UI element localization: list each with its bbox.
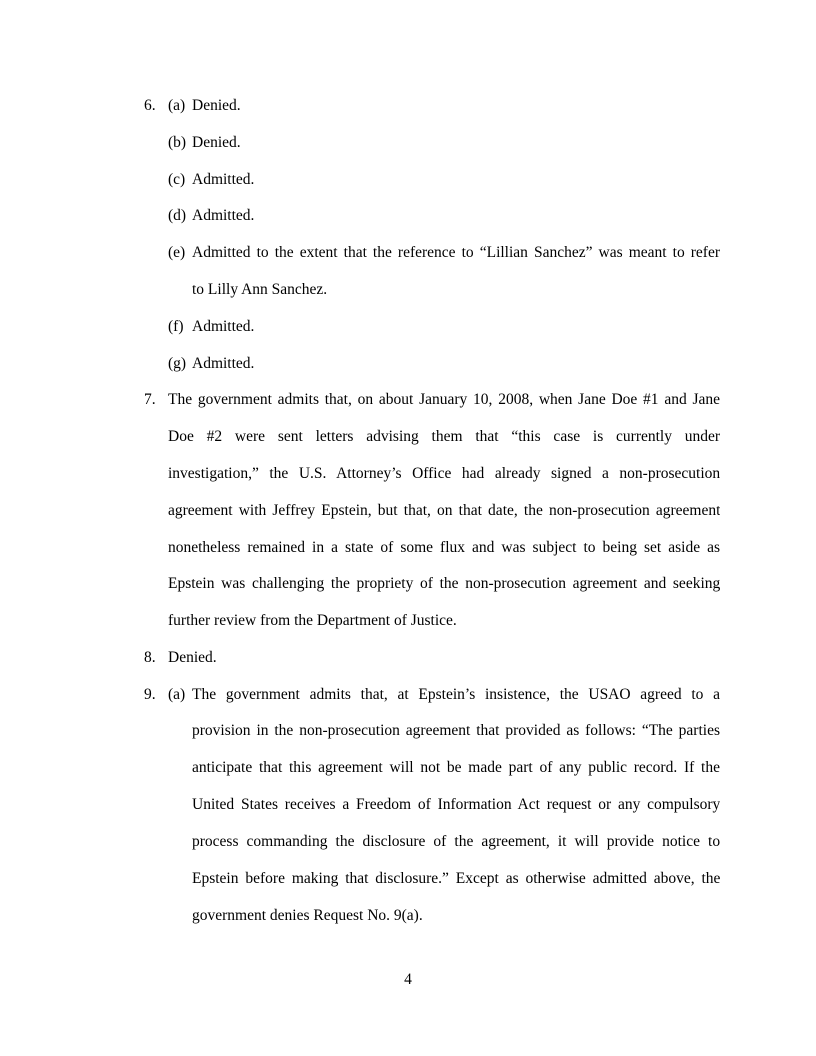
item-6e-line-2: to Lilly Ann Sanchez. <box>192 281 328 298</box>
item-7-line-2: Doe #2 were sent letters advising them that “this case is currently under <box>168 428 720 445</box>
item-9a-label: (a) <box>168 686 186 703</box>
item-9-number: 9. <box>144 686 156 703</box>
item-7-line-1: The government admits that, on about January 10, 2008, when Jane Doe #1 and Jane <box>168 391 720 408</box>
item-6f-label: (f) <box>168 318 184 335</box>
item-6d-label: (d) <box>168 207 187 224</box>
item-6a-label: (a) <box>168 97 186 114</box>
item-6g-label: (g) <box>168 355 187 372</box>
item-6e-label: (e) <box>168 244 186 261</box>
item-6c-label: (c) <box>168 171 186 188</box>
item-6e-line-1: Admitted to the extent that the reference to “Lillian Sanchez” was meant to refer <box>192 244 720 261</box>
item-9a-line-7: government denies Request No. 9(a). <box>192 907 423 924</box>
item-6a-text: Denied. <box>192 97 241 114</box>
item-7-line-6: Epstein was challenging the propriety of the non-prosecution agreement and seeking <box>168 575 720 592</box>
item-9a-line-5: process commanding the disclosure of the agreement, it will provide notice to <box>192 833 720 850</box>
item-6f-text: Admitted. <box>192 318 255 335</box>
item-6b-label: (b) <box>168 134 187 151</box>
item-6d-text: Admitted. <box>192 207 255 224</box>
item-6-number: 6. <box>144 97 156 114</box>
item-7-line-3: investigation,” the U.S. Attorney’s Office had already signed a non-prosecution <box>168 465 720 482</box>
item-6g-text: Admitted. <box>192 355 255 372</box>
item-9a-line-2: provision in the non-prosecution agreement that provided as follows: “The parties <box>192 722 720 739</box>
item-7-line-5: nonetheless remained in a state of some flux and was subject to being set aside as <box>168 539 720 556</box>
item-6b-text: Denied. <box>192 134 241 151</box>
page-number: 4 <box>404 971 412 988</box>
item-9a-line-4: United States receives a Freedom of Information Act request or any compulsory <box>192 796 720 813</box>
item-7-line-7: further review from the Department of Justice. <box>168 612 457 629</box>
item-9a-line-1: The government admits that, at Epstein’s insistence, the USAO agreed to a <box>192 686 720 703</box>
item-7-line-4: agreement with Jeffrey Epstein, but that, on that date, the non-prosecution agreement <box>168 502 720 519</box>
item-9a-line-6: Epstein before making that disclosure.” Except as otherwise admitted above, the <box>192 870 720 887</box>
item-7-number: 7. <box>144 391 156 408</box>
item-8-number: 8. <box>144 649 156 666</box>
item-8-text: Denied. <box>168 649 217 666</box>
item-9a-line-3: anticipate that this agreement will not be made part of any public record. If the <box>192 759 720 776</box>
item-6c-text: Admitted. <box>192 171 255 188</box>
